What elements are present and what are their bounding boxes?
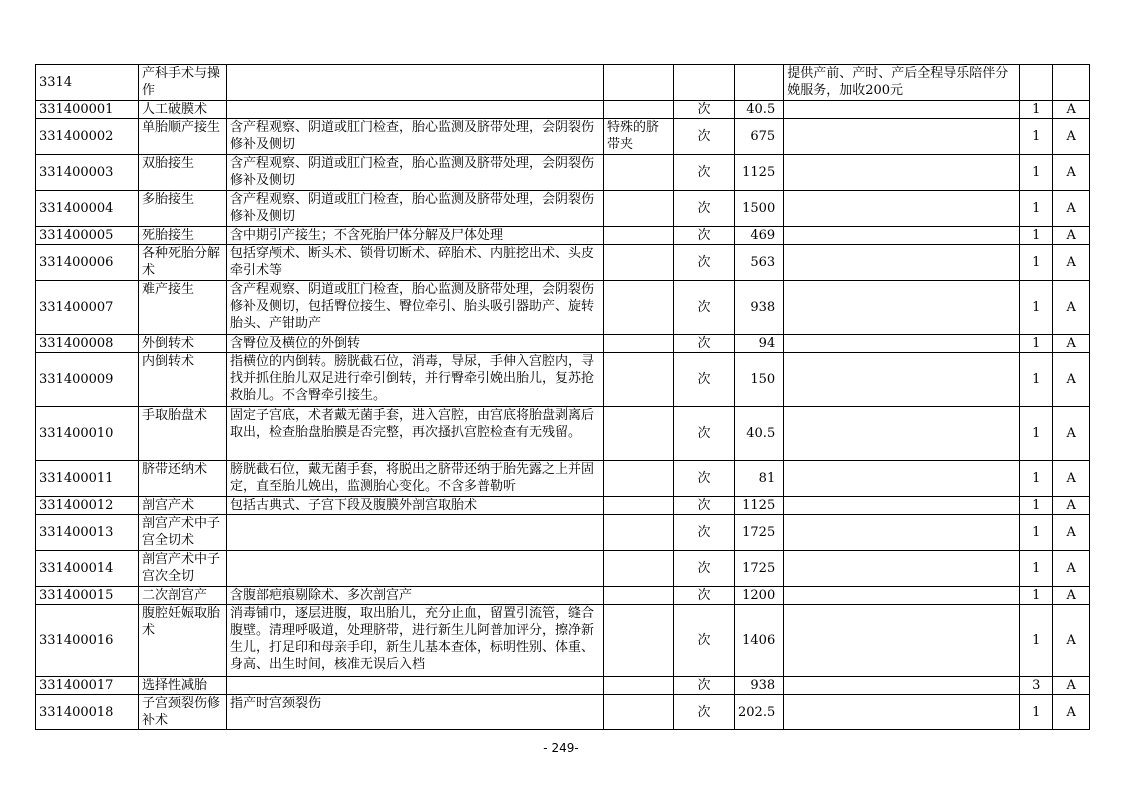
item-class: A [1053, 227, 1090, 245]
item-name: 双胎接生 [139, 155, 227, 191]
item-name: 各种死胎分解术 [139, 245, 227, 281]
item-price: 1200 [735, 587, 784, 605]
item-price: 563 [735, 245, 784, 281]
item-description: 含臀位及横位的外倒转 [227, 335, 604, 353]
item-exclusions [604, 191, 674, 227]
item-exclusions [604, 551, 674, 587]
item-unit: 次 [674, 353, 735, 407]
item-note [784, 335, 1020, 353]
table-row [36, 281, 1090, 335]
item-unit: 次 [674, 227, 735, 245]
item-price: 1500 [735, 191, 784, 227]
item-count: 1 [1020, 191, 1053, 227]
item-exclusions [604, 227, 674, 245]
item-class: A [1053, 119, 1090, 155]
item-code: 331400005 [36, 227, 139, 245]
item-count: 1 [1020, 227, 1053, 245]
item-name: 剖宫产术 [139, 497, 227, 515]
item-description: 指产时宫颈裂伤 [227, 695, 604, 730]
item-exclusions [604, 353, 674, 407]
item-note: 提供产前、产时、产后全程导乐陪伴分娩服务，加收200元 [784, 65, 1020, 101]
item-price: 1125 [735, 155, 784, 191]
item-note [784, 191, 1020, 227]
item-price: 1725 [735, 551, 784, 587]
item-unit: 次 [674, 677, 735, 695]
table-row [36, 587, 1090, 605]
item-code: 331400017 [36, 677, 139, 695]
item-name: 腹腔妊娠取胎术 [139, 605, 227, 677]
item-code: 331400018 [36, 695, 139, 730]
item-note [784, 119, 1020, 155]
item-name: 难产接生 [139, 281, 227, 335]
table-row [36, 407, 1090, 461]
table-row [36, 245, 1090, 281]
item-code: 331400012 [36, 497, 139, 515]
table-row [36, 677, 1090, 695]
item-exclusions [604, 335, 674, 353]
item-note [784, 587, 1020, 605]
item-count: 1 [1020, 245, 1053, 281]
item-name: 内倒转术 [139, 353, 227, 407]
item-code: 331400016 [36, 605, 139, 677]
item-class: A [1053, 461, 1090, 497]
item-unit: 次 [674, 587, 735, 605]
item-class: A [1053, 605, 1090, 677]
item-price: 40.5 [735, 101, 784, 119]
item-class: A [1053, 191, 1090, 227]
item-code: 331400011 [36, 461, 139, 497]
item-name: 死胎接生 [139, 227, 227, 245]
item-note [784, 677, 1020, 695]
item-class [1053, 65, 1090, 101]
table-row [36, 461, 1090, 497]
item-name: 多胎接生 [139, 191, 227, 227]
item-price: 94 [735, 335, 784, 353]
item-count: 1 [1020, 155, 1053, 191]
item-description: 含产程观察、阴道或肛门检查，胎心监测及脐带处理，会阴裂伤修补及侧切，包括臀位接生、臀位牵引、胎头吸引器助产、旋转胎头、产钳助产 [227, 281, 604, 335]
item-class: A [1053, 497, 1090, 515]
item-description: 含产程观察、阴道或肛门检查，胎心监测及脐带处理，会阴裂伤修补及侧切 [227, 119, 604, 155]
item-name: 脐带还纳术 [139, 461, 227, 497]
item-note [784, 155, 1020, 191]
item-name: 剖宫产术中子宫次全切 [139, 551, 227, 587]
item-exclusions [604, 695, 674, 730]
item-class: A [1053, 281, 1090, 335]
item-unit: 次 [674, 497, 735, 515]
item-exclusions [604, 605, 674, 677]
item-name: 子宫颈裂伤修补术 [139, 695, 227, 730]
item-code: 331400013 [36, 515, 139, 551]
item-count: 1 [1020, 101, 1053, 119]
item-price: 40.5 [735, 407, 784, 461]
item-code: 331400001 [36, 101, 139, 119]
item-unit: 次 [674, 101, 735, 119]
item-code: 331400008 [36, 335, 139, 353]
item-description [227, 551, 604, 587]
table-row [36, 227, 1090, 245]
item-code: 331400003 [36, 155, 139, 191]
item-note [784, 695, 1020, 730]
item-price [735, 65, 784, 101]
item-name: 二次剖宫产 [139, 587, 227, 605]
table-row [36, 335, 1090, 353]
item-description: 含产程观察、阴道或肛门检查，胎心监测及脐带处理，会阴裂伤修补及侧切 [227, 155, 604, 191]
item-count: 1 [1020, 281, 1053, 335]
item-name: 单胎顺产接生 [139, 119, 227, 155]
item-name: 选择性减胎 [139, 677, 227, 695]
page-number: - 249- [543, 741, 579, 755]
item-class: A [1053, 335, 1090, 353]
item-price: 202.5 [735, 695, 784, 730]
item-class: A [1053, 677, 1090, 695]
item-class: A [1053, 155, 1090, 191]
item-price: 938 [735, 677, 784, 695]
item-price: 150 [735, 353, 784, 407]
item-count: 1 [1020, 119, 1053, 155]
item-unit: 次 [674, 551, 735, 587]
item-exclusions [604, 497, 674, 515]
item-exclusions [604, 101, 674, 119]
item-note [784, 281, 1020, 335]
item-description [227, 65, 604, 101]
item-note [784, 605, 1020, 677]
item-count: 1 [1020, 497, 1053, 515]
item-count: 1 [1020, 353, 1053, 407]
item-class: A [1053, 101, 1090, 119]
item-exclusions: 特殊的脐带夹 [604, 119, 674, 155]
item-exclusions [604, 245, 674, 281]
item-description [227, 515, 604, 551]
item-note [784, 245, 1020, 281]
item-description: 含中期引产接生；不含死胎尸体分解及尸体处理 [227, 227, 604, 245]
item-class: A [1053, 407, 1090, 461]
item-price: 675 [735, 119, 784, 155]
item-price: 469 [735, 227, 784, 245]
item-price: 938 [735, 281, 784, 335]
item-count [1020, 65, 1053, 101]
item-code: 331400009 [36, 353, 139, 407]
item-description: 含腹部疤痕剔除术、多次剖宫产 [227, 587, 604, 605]
item-description [227, 677, 604, 695]
table-row [36, 605, 1090, 677]
item-unit: 次 [674, 461, 735, 497]
item-code: 331400004 [36, 191, 139, 227]
item-exclusions [604, 155, 674, 191]
item-count: 1 [1020, 335, 1053, 353]
item-class: A [1053, 245, 1090, 281]
price-table [35, 64, 1090, 730]
table-row [36, 191, 1090, 227]
item-unit: 次 [674, 407, 735, 461]
item-name: 人工破膜术 [139, 101, 227, 119]
item-count: 1 [1020, 605, 1053, 677]
item-note [784, 353, 1020, 407]
item-unit: 次 [674, 119, 735, 155]
table-body [36, 65, 1090, 730]
item-unit: 次 [674, 605, 735, 677]
table-row [36, 155, 1090, 191]
item-price: 1725 [735, 515, 784, 551]
item-code: 331400007 [36, 281, 139, 335]
item-price: 81 [735, 461, 784, 497]
item-code: 3314 [36, 65, 139, 101]
table-row [36, 65, 1090, 101]
item-unit: 次 [674, 245, 735, 281]
item-count: 1 [1020, 407, 1053, 461]
item-class: A [1053, 515, 1090, 551]
item-code: 331400014 [36, 551, 139, 587]
item-exclusions [604, 407, 674, 461]
item-unit [674, 65, 735, 101]
item-unit: 次 [674, 335, 735, 353]
table-row [36, 695, 1090, 730]
item-description [227, 101, 604, 119]
item-note [784, 497, 1020, 515]
item-note [784, 407, 1020, 461]
item-name: 手取胎盘术 [139, 407, 227, 461]
item-price: 1406 [735, 605, 784, 677]
item-description: 膀胱截石位，戴无菌手套，将脱出之脐带还纳于胎先露之上并固定，直至胎儿娩出，监测胎心变化。不含多普勒听 [227, 461, 604, 497]
item-count: 1 [1020, 515, 1053, 551]
item-count: 1 [1020, 587, 1053, 605]
item-description: 消毒铺巾，逐层进腹，取出胎儿，充分止血，留置引流管，缝合腹壁。清理呼吸道，处理脐带，进行新生儿阿普加评分，擦净新生儿，打足印和母亲手印，新生儿基本查体，标明性别、体重、身高、出生时间，核准无误后入档 [227, 605, 604, 677]
item-unit: 次 [674, 155, 735, 191]
item-exclusions [604, 461, 674, 497]
item-class: A [1053, 353, 1090, 407]
item-note [784, 101, 1020, 119]
item-unit: 次 [674, 515, 735, 551]
item-unit: 次 [674, 191, 735, 227]
item-name: 剖宫产术中子宫全切术 [139, 515, 227, 551]
item-description: 固定子宫底，术者戴无菌手套，进入宫腔，由宫底将胎盘剥离后取出，检查胎盘胎膜是否完整，再次搔扒宫腔检查有无残留。 [227, 407, 604, 461]
item-unit: 次 [674, 695, 735, 730]
item-description: 包括穿颅术、断头术、锁骨切断术、碎胎术、内脏挖出术、头皮牵引术等 [227, 245, 604, 281]
table-row [36, 101, 1090, 119]
item-code: 331400010 [36, 407, 139, 461]
item-exclusions [604, 677, 674, 695]
item-exclusions [604, 515, 674, 551]
item-note [784, 515, 1020, 551]
item-note [784, 551, 1020, 587]
item-class: A [1053, 695, 1090, 730]
item-count: 1 [1020, 551, 1053, 587]
item-class: A [1053, 587, 1090, 605]
table-row [36, 497, 1090, 515]
item-unit: 次 [674, 281, 735, 335]
item-class: A [1053, 551, 1090, 587]
item-description: 包括古典式、子宫下段及腹膜外剖宫取胎术 [227, 497, 604, 515]
item-code: 331400006 [36, 245, 139, 281]
item-code: 331400002 [36, 119, 139, 155]
item-count: 1 [1020, 695, 1053, 730]
item-exclusions [604, 281, 674, 335]
table-row [36, 515, 1090, 551]
item-count: 3 [1020, 677, 1053, 695]
item-name: 产科手术与操作 [139, 65, 227, 101]
item-price: 1125 [735, 497, 784, 515]
item-description: 指横位的内倒转。膀胱截石位，消毒，导尿，手伸入宫腔内，寻找并抓住胎儿双足进行牵引倒转，并行臀牵引娩出胎儿，复苏抢救胎儿。不含臀牵引接生。 [227, 353, 604, 407]
item-code: 331400015 [36, 587, 139, 605]
item-exclusions [604, 587, 674, 605]
item-exclusions [604, 65, 674, 101]
item-note [784, 461, 1020, 497]
table-row [36, 353, 1090, 407]
item-note [784, 227, 1020, 245]
table-row [36, 119, 1090, 155]
table-row [36, 551, 1090, 587]
item-name: 外倒转术 [139, 335, 227, 353]
item-description: 含产程观察、阴道或肛门检查，胎心监测及脐带处理，会阴裂伤修补及侧切 [227, 191, 604, 227]
item-count: 1 [1020, 461, 1053, 497]
